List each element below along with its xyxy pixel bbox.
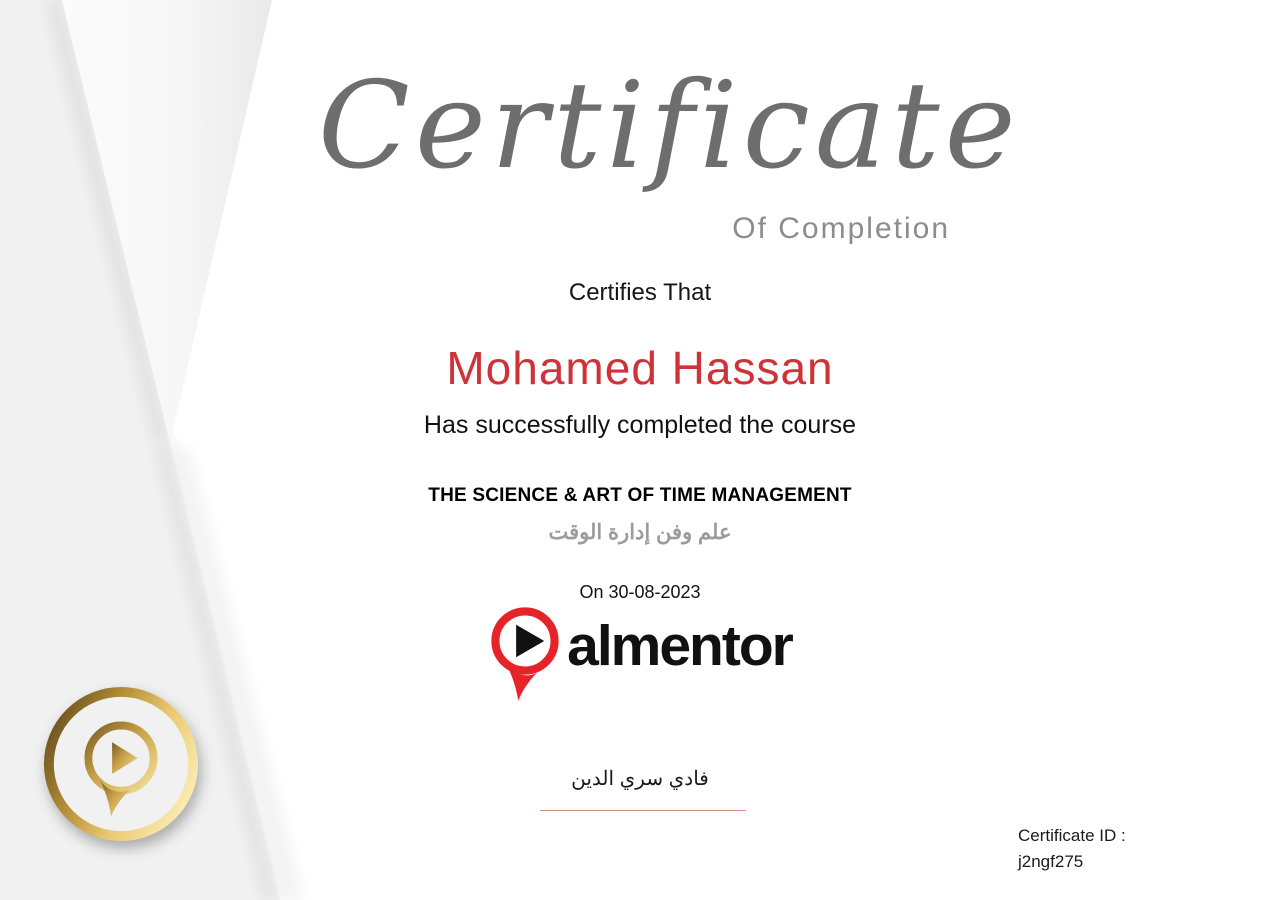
course-title-english: THE SCIENCE & ART OF TIME MANAGEMENT	[428, 485, 852, 506]
play-speech-bubble-icon	[488, 604, 562, 706]
completion-text: Has successfully completed the course	[423, 411, 857, 439]
certificate-id	[1018, 823, 1126, 875]
of-completion-subtitle: Of Completion	[732, 212, 950, 245]
certificate-id-label: Certificate ID :	[1018, 826, 1126, 845]
signature-line	[540, 810, 746, 811]
course-title-arabic: علم وفن إدارة الوقت	[548, 521, 732, 544]
recipient-name: Mohamed Hassan	[446, 342, 834, 394]
certifies-that-label: Certifies That	[568, 279, 712, 306]
certificate-script-title: Certificate	[318, 57, 1021, 196]
signature-name: فادي سري الدين	[571, 768, 709, 790]
completion-date: On 30-08-2023	[579, 582, 701, 602]
brand-wordmark: almentor	[567, 614, 792, 678]
certificate-id-value: j2ngf275	[1018, 852, 1084, 871]
gold-almentor-seal-icon	[42, 684, 200, 844]
